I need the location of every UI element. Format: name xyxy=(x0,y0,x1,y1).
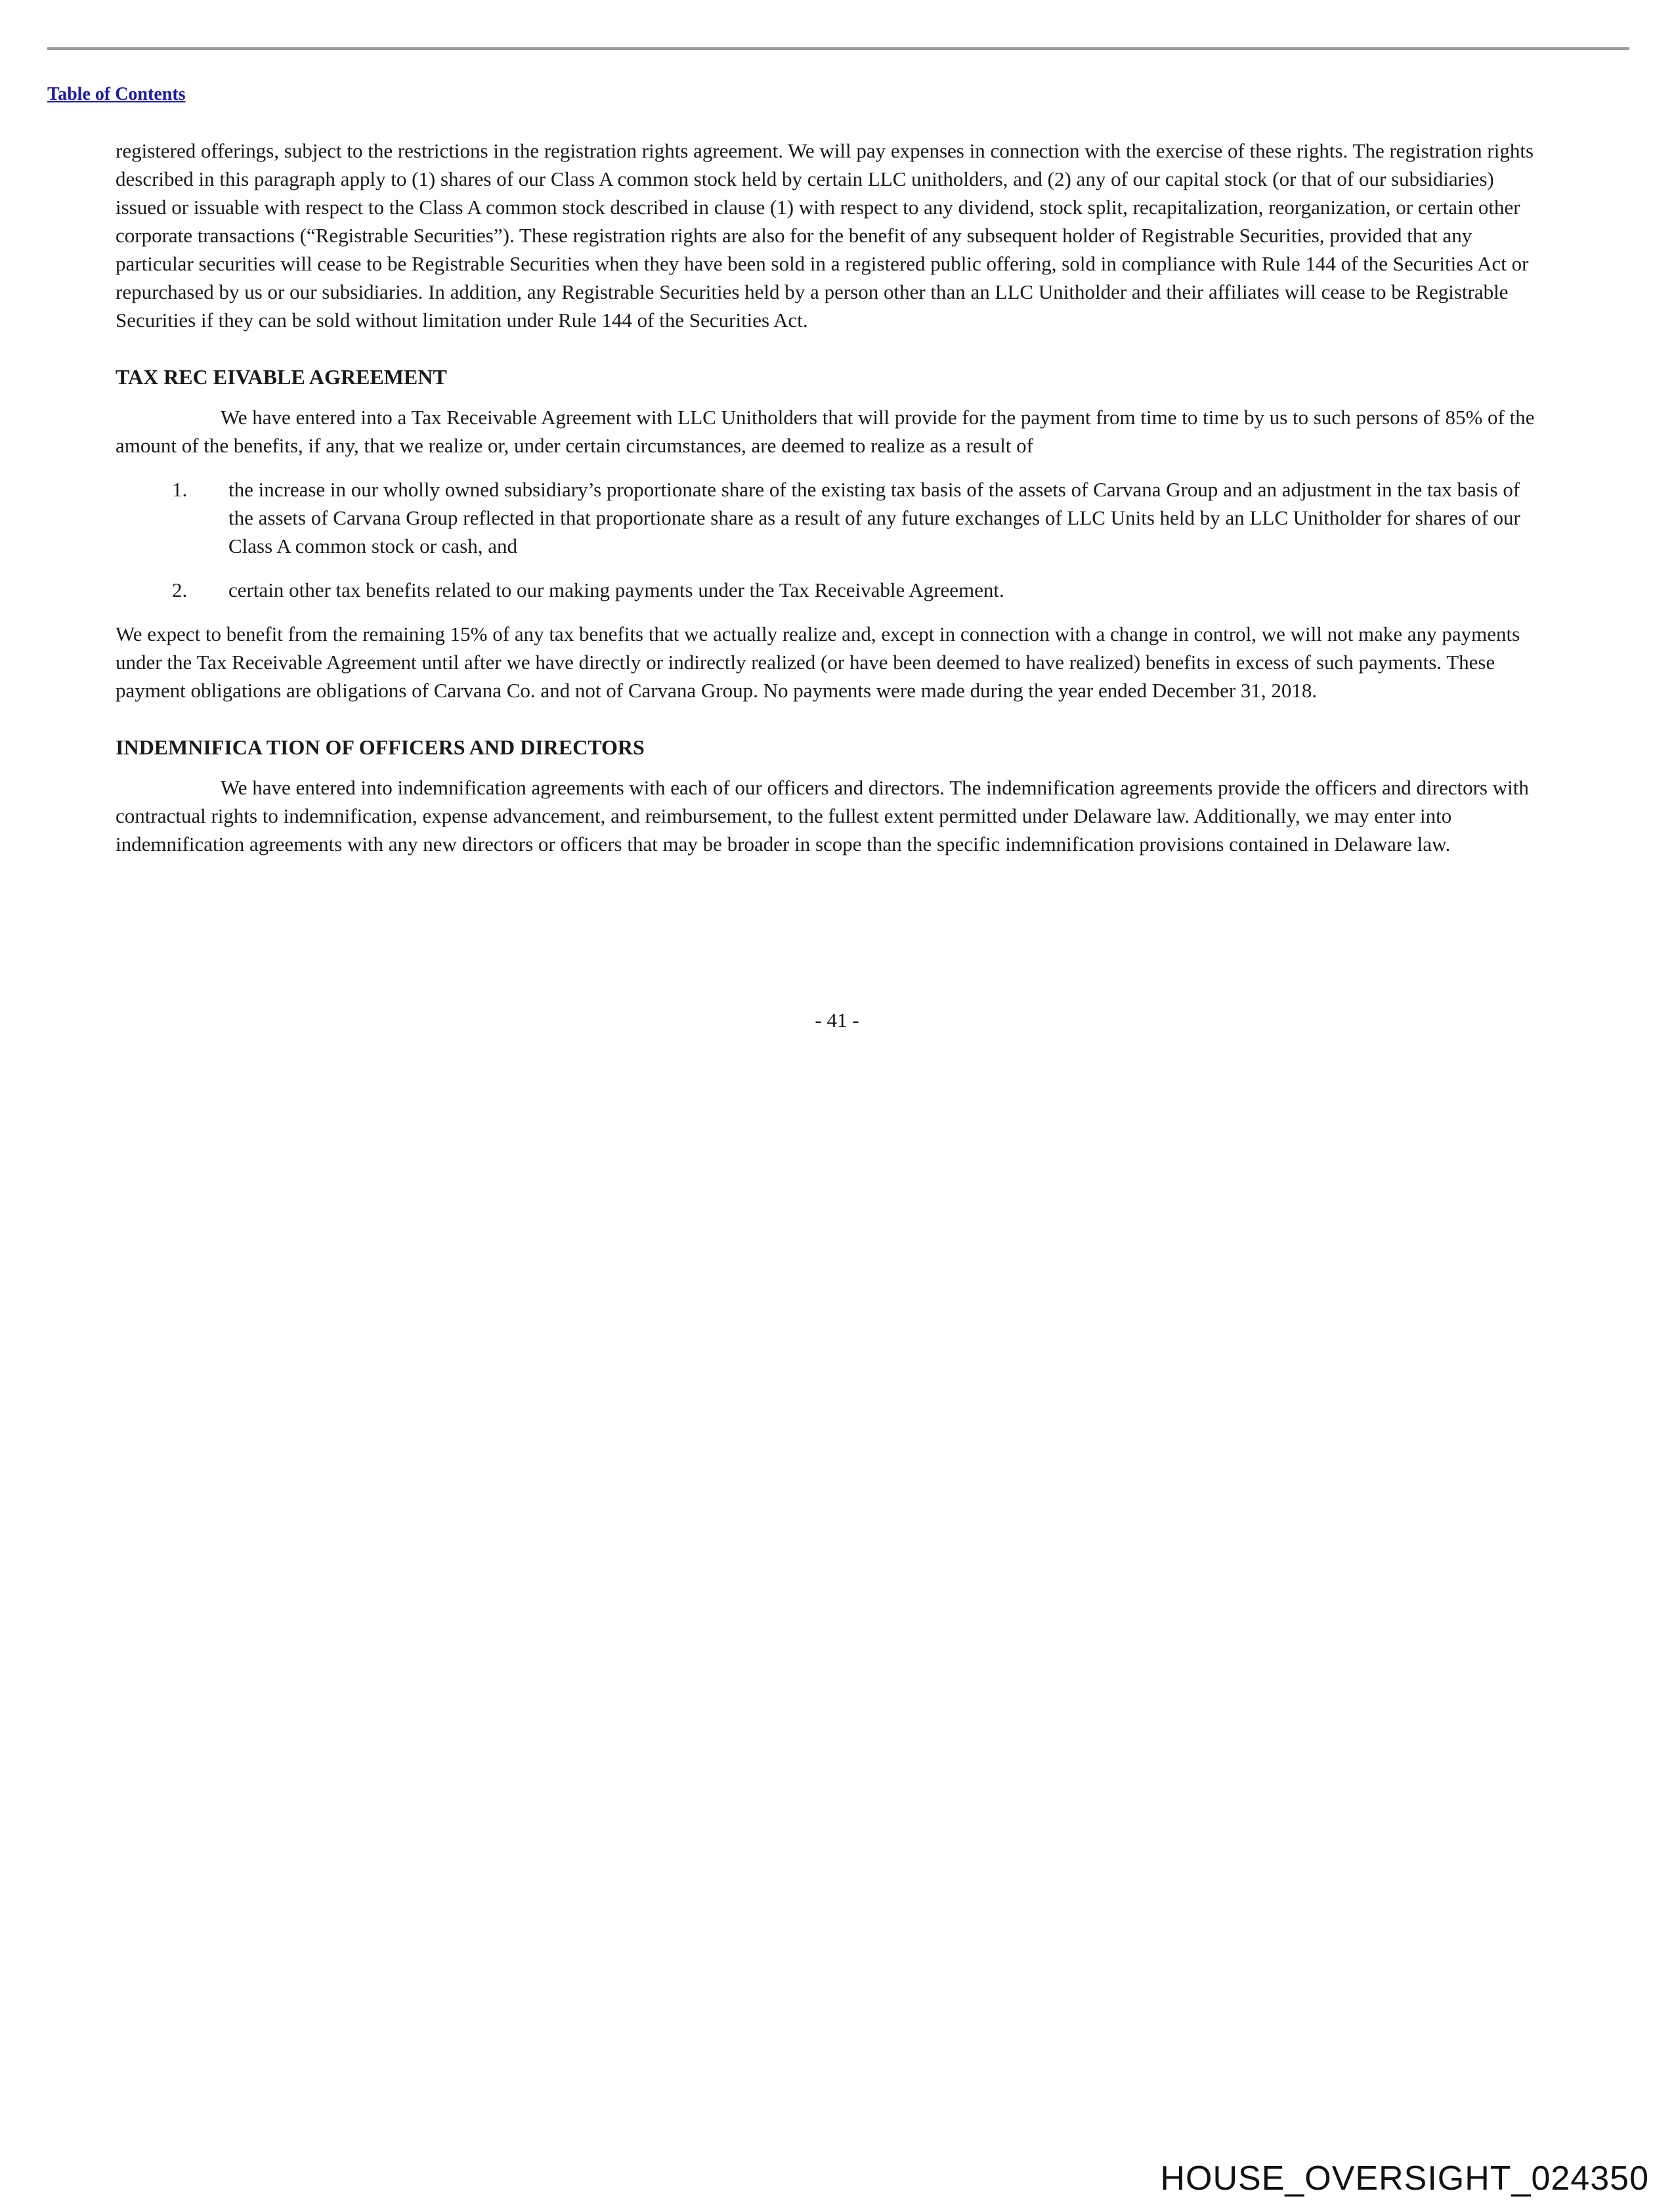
page-number: - 41 - xyxy=(815,1008,859,1031)
list-item-number: 2. xyxy=(172,578,188,601)
intro-paragraph: registered offerings, subject to the restrictions in the registration rights agreement. We will pay expenses in connection with the exercise of these rights. The registration rights described in this paragraph apply to (1) shares of our Class A common stock held by certain LLC unitholders, and (2) any of our capital stock (or that of our subsidiaries) issued or issuable with respect to the Class A common stock described in clause (1) with respect to any dividend, stock split, recapitalization, reorganization, or certain other corporate transactions (“Registrable Securities”). These registration rights are also for the benefit of any subsequent holder of Registrable Securities, provided that any particular securities will cease to be Registrable Securities when they have been sold in a registered public offering, sold in compliance with Rule 144 of the Securities Act or repurchased by us or our subsidiaries. In addition, any Registrable Securities held by a person other than an LLC Unitholder and their affiliates will cease to be Registrable Securities if they can be sold without limitation under Rule 144 of the Securities Act. xyxy=(116,139,1534,332)
tax-benefit-list xyxy=(116,475,1547,604)
list-item-text: the increase in our wholly owned subsidiary’s proportionate share of the existing tax basis of the assets of Carvana Group and an adjustment in the tax basis of the assets of Carvana Group reflected in that proportionate share as a result of any future exchanges of LLC Units held by an LLC Unitholder for shares of our Class A common stock or cash, and xyxy=(228,478,1520,557)
table-of-contents-link[interactable]: Table of Contents xyxy=(47,84,186,104)
top-divider xyxy=(47,47,1629,50)
tax-receivable-closing-paragraph: We expect to benefit from the remaining 15% of any tax benefits that we actually realize and, except in connection with a change in control, we will not make any payments under the Tax Receivable Agreement until after we have directly or indirectly realized (or have been deemed to have realized) benefits in excess of such payments. These payment obligations are obligations of Carvana Co. and not of Carvana Group. No payments were made during the year ended December 31, 2018. xyxy=(116,622,1520,702)
indemnification-paragraph: We have entered into indemnification agreements with each of our officers and directors. The indemnification agreements provide the officers and directors with contractual rights to indemnification, expense advancement, and reimbursement, to the fullest extent permitted under Delaware law. Additionally, we may enter into indemnification agreements with any new directors or officers that may be broader in scope than the specific indemnification provisions contained in Delaware law. xyxy=(116,776,1529,856)
list-item xyxy=(116,576,1547,604)
list-item-text: certain other tax benefits related to our making payments under the Tax Receivable Agreement. xyxy=(228,578,1004,601)
tax-receivable-heading: TAX REC EIVABLE AGREEMENT xyxy=(116,365,447,389)
bates-number: HOUSE_OVERSIGHT_024350 xyxy=(1160,2159,1649,2198)
list-item-number: 1. xyxy=(172,478,188,501)
document-body xyxy=(116,137,1547,858)
list-item xyxy=(116,475,1547,560)
indemnification-heading: INDEMNIFICA TION OF OFFICERS AND DIRECTORS xyxy=(116,735,645,759)
tax-receivable-paragraph: We have entered into a Tax Receivable Agreement with LLC Unitholders that will provide for the payment from time to time by us to such persons of 85% of the amount of the benefits, if any, that we realize or, under certain circumstances, are deemed to realize as a result of xyxy=(116,406,1535,457)
